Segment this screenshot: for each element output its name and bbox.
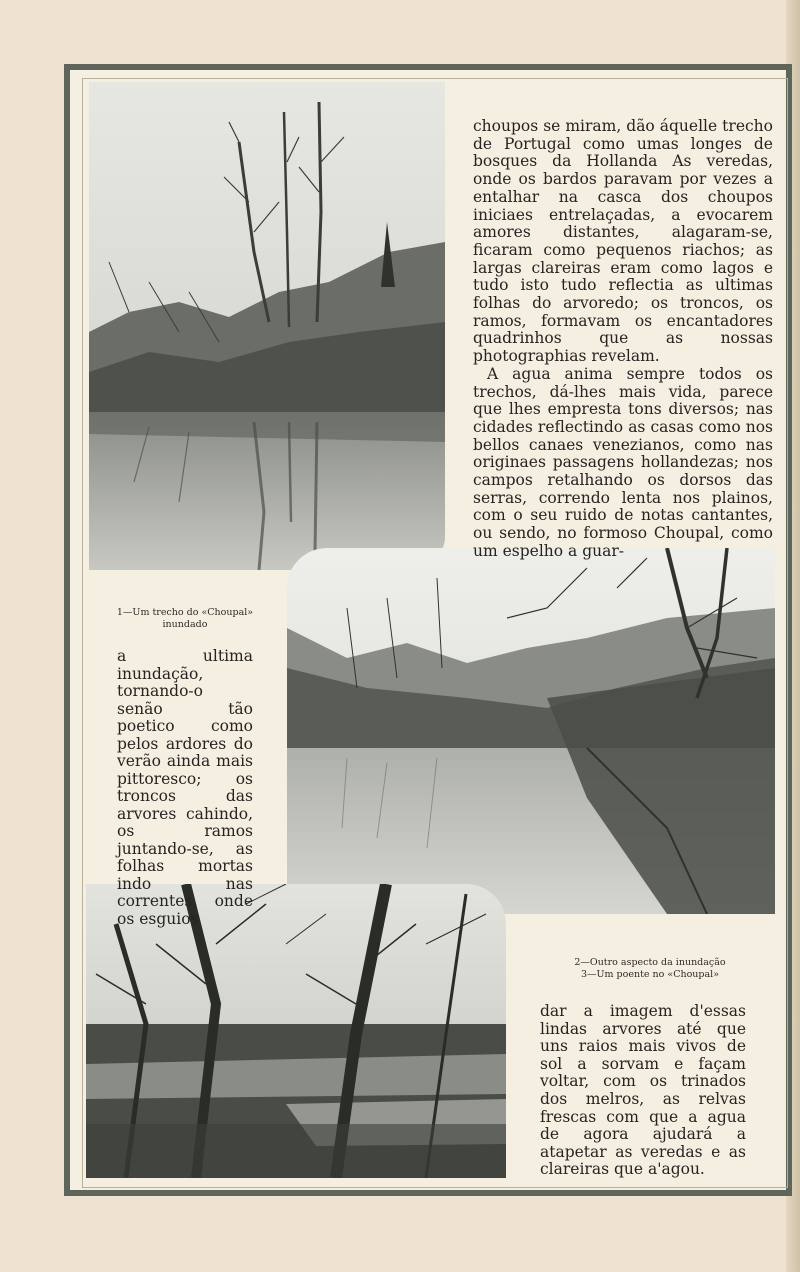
article-column-top-right — [473, 118, 773, 561]
caption-line-2: 3—Um poente no «Choupal» — [580, 969, 720, 980]
photo-flooded-grove — [89, 82, 445, 570]
column1-paragraph-1: choupos se miram, dão áquelle trecho de Portugal como umas longes de bosques da Hollanda As veredas, onde os bardos paravam por vezes a entalhar na casca dos choupos iniciaes entrelaçadas, a evocarem amores distantes, alagaram-se, ficaram como pequenos riachos; as largas clareiras eram como lagos e tudo isto tudo reflectia as ultimas folhas do arvoredo; os troncos, os ramos, formavam os encantadores quadrinhos que as nossas photographias revelam. — [473, 117, 773, 366]
photo2-photo3-caption — [545, 957, 755, 981]
photo-flood-aspect — [287, 548, 775, 914]
photo-choupal-sunset — [86, 884, 506, 1178]
article-column-bottom-right: dar a imagem d'essas lindas arvores até que uns raios mais vivos de sol a sorvam e façam voltar, com os trinados dos melros, as relvas frescas com que a agua de agora ajudará a atapetar as veredas e as clareiras que a'agou. — [540, 1002, 746, 1179]
caption-line-1: 2—Outro aspecto da inundação — [574, 957, 726, 968]
article-column-middle-left: a ultima inundação, tornando-o senão tão poetico como pelos ardores do verão ainda mais pittoresco; os troncos das arvores cahindo, os ramos juntando-se, as folhas mortas indo nas correntes, onde os esguios — [117, 647, 253, 928]
column1-paragraph-2: A agua anima sempre todos os trechos, dá-lhes mais vida, parece que lhes empresta tons diversos; nas cidades reflectindo as casas como nos bellos canaes venezianos, como nas originaes passagens hollandezas; nos campos retalhando os dorsos das serras, correndo lenta nos plainos, com o seu ruido de notas cantantes, ou sendo, no formoso Choupal, como um espelho a guar- — [473, 364, 773, 560]
photo1-caption: 1—Um trecho do «Choupal» inundado — [116, 607, 254, 630]
